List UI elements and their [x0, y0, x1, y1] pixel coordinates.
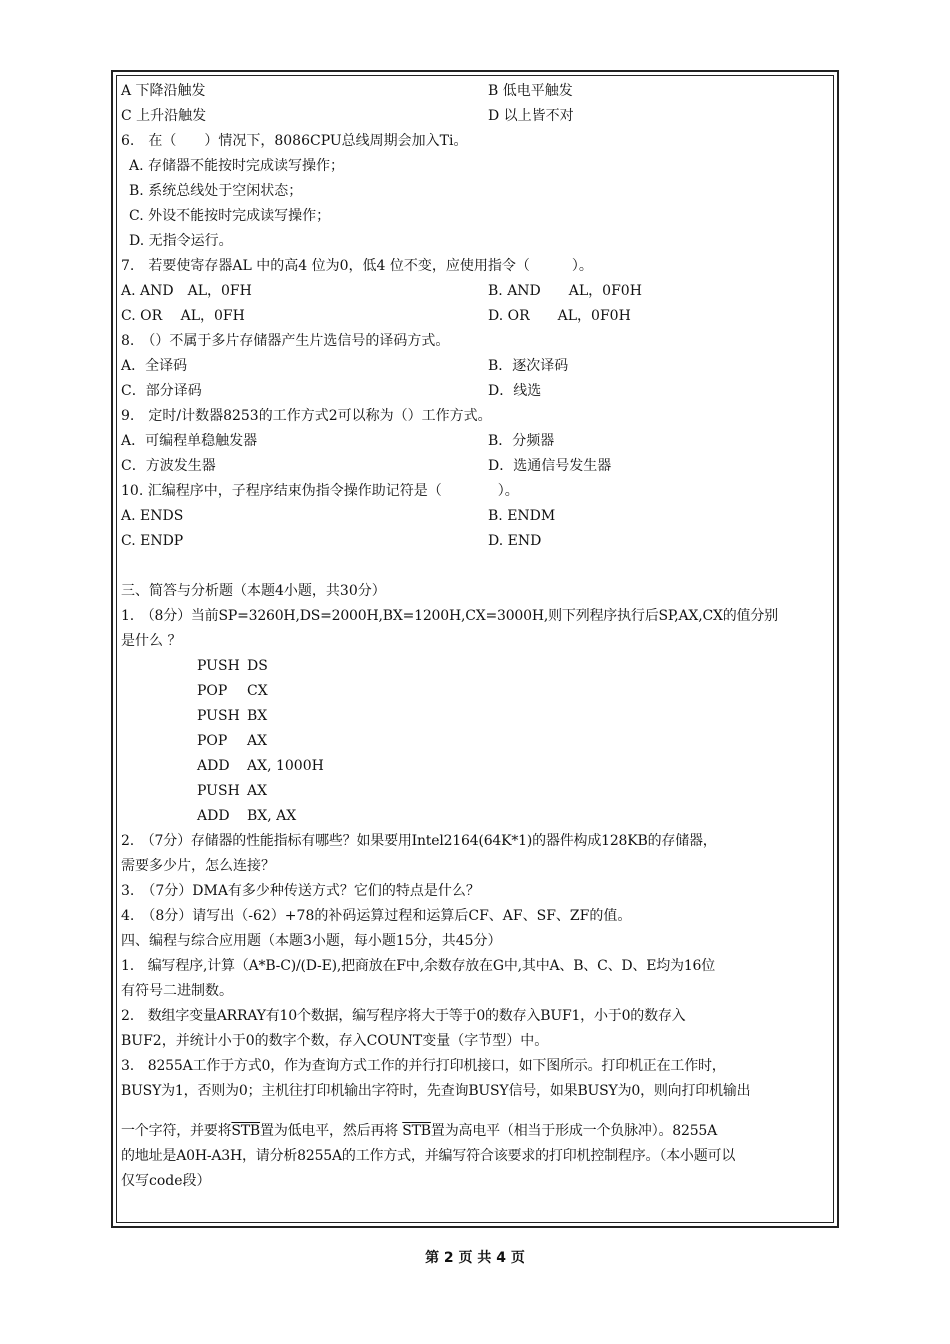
s4-q3-line5: 仅写code段） [121, 1173, 211, 1189]
stb-signal-2: $\overline{STB}$ [402, 1123, 431, 1139]
q10-options-row2 [121, 529, 831, 554]
q5-option-d: D 以上皆不对 [488, 108, 574, 124]
code-op: PUSH [197, 658, 240, 674]
s4-q3-line3 [121, 1104, 831, 1144]
s3-q1-line1: 1. （8分）当前SP=3260H,DS=2000H,BX=1200H,CX=3000H,则下列程序执行后SP,AX,CX的值分别 [121, 608, 778, 624]
s4-q3-line1: 3. 8255A工作于方式0，作为查询方式工作的并行打印机接口，如下图所示。打印机正在工作时， [121, 1058, 726, 1074]
q5-option-b: B 低电平触发 [488, 83, 573, 99]
code-arg: AX, 1000H [247, 758, 324, 774]
q7-options-row2 [121, 304, 831, 329]
code-line [121, 804, 831, 829]
code-op: PUSH [197, 783, 240, 799]
s3-q1-line2: 是什么 ？ [121, 633, 182, 649]
code-op: POP [197, 733, 228, 749]
q10-option-b: B. ENDM [488, 508, 556, 524]
q8-option-a: A．全译码 [121, 358, 188, 374]
q9-options-row1 [121, 429, 831, 454]
q6-option-a: A. 存储器不能按时完成读写操作； [129, 158, 345, 174]
q8-options-row2 [121, 379, 831, 404]
s4-q1-line1: 1. 编写程序,计算（A*B-C)/(D-E),把商放在F中,余数存放在G中,其中A、B、C、D、E均为16位 [121, 958, 716, 974]
code-op: PUSH [197, 708, 240, 724]
code-arg: CX [247, 683, 268, 699]
q10-option-c: C. ENDP [121, 533, 184, 549]
q7-option-a: A. AND AL，0FH [121, 283, 252, 299]
s4-q3-line2: BUSY为1，否则为0；主机往打印机输出字符时，先查询BUSY信号，如果BUSY为0，则向打印机输出 [121, 1083, 751, 1099]
q8-option-d: D．线选 [488, 383, 542, 399]
q7-options-row1 [121, 279, 831, 304]
s4-q3-line3-part-a: 一个字符，并要将 [121, 1123, 232, 1139]
q9-option-a: A．可编程单稳触发器 [121, 433, 258, 449]
s4-q2-line1: 2. 数组字变量ARRAY有10个数据，编写程序将大于等于0的数存入BUF1，小于0的数存入 [121, 1008, 686, 1024]
q9-option-b: B．分频器 [488, 433, 555, 449]
code-arg: BX, AX [247, 808, 297, 824]
q5-option-c: C 上升沿触发 [121, 108, 207, 124]
code-line [121, 754, 831, 779]
code-op: POP [197, 683, 228, 699]
code-line [121, 679, 831, 704]
code-arg: AX [247, 783, 268, 799]
code-op: ADD [197, 758, 230, 774]
q6-option-b: B. 系统总线处于空闲状态； [129, 183, 303, 199]
s3-q3: 3. （7分）DMA有多少种传送方式？它们的特点是什么？ [121, 883, 480, 899]
exam-content [121, 79, 831, 1194]
code-line [121, 654, 831, 679]
q6-option-c: C. 外设不能按时完成读写操作； [129, 208, 331, 224]
q5-option-a: A 下降沿触发 [121, 83, 206, 99]
q8-stem: 8. （）不属于多片存储器产生片选信号的译码方式。 [121, 333, 450, 349]
q10-stem: 10. 汇编程序中，子程序结束伪指令操作助记符是（ ）。 [121, 483, 519, 499]
s4-q1-line2: 有符号二进制数。 [121, 983, 233, 999]
q9-option-d: D．选通信号发生器 [488, 458, 612, 474]
code-line [121, 729, 831, 754]
section4-title: 四、编程与综合应用题（本题3小题，每小题15分，共45分） [121, 933, 502, 949]
q9-options-row2 [121, 454, 831, 479]
s3-q2-line1: 2. （7分）存储器的性能指标有哪些？如果要用Intel2164(64K*1)的器件构成128KB的存储器， [121, 833, 717, 849]
q8-options-row1 [121, 354, 831, 379]
s4-q3-line4: 的地址是A0H-A3H，请分析8255A的工作方式，并编写符合该要求的打印机控制程序。（本小题可以 [121, 1148, 736, 1164]
q7-option-b: B. AND AL，0F0H [488, 283, 642, 299]
code-arg: DS [247, 658, 268, 674]
spacer [121, 554, 831, 579]
s4-q3-line3-part-c: 置为高电平（相当于形成一个负脉冲）。8255A [430, 1123, 718, 1139]
q9-stem: 9. 定时/计数器8253的工作方式2可以称为（）工作方式。 [121, 408, 492, 424]
stb-signal-1: $\overline{STB}$ [231, 1123, 261, 1139]
q8-option-b: B．逐次译码 [488, 358, 569, 374]
q8-option-c: C．部分译码 [121, 383, 202, 399]
s3-q4: 4. （8分）请写出（-62）+78的补码运算过程和运算后CF、AF、SF、ZF的值。 [121, 908, 632, 924]
q10-option-d: D. END [488, 533, 542, 549]
q6-option-d: D. 无指令运行。 [129, 233, 233, 249]
s3-q2-line2: 需要多少片，怎么连接？ [121, 858, 275, 874]
code-arg: BX [247, 708, 268, 724]
s4-q3-line3-part-b: 置为低电平，然后再将 [260, 1123, 403, 1139]
q10-options-row1 [121, 504, 831, 529]
code-op: ADD [197, 808, 230, 824]
q5-options-row1 [121, 79, 831, 104]
code-arg: AX [247, 733, 268, 749]
code-line [121, 779, 831, 804]
s4-q2-line2: BUF2，并统计小于0的数字个数，存入COUNT变量（字节型）中。 [121, 1033, 549, 1049]
q7-option-c: C. OR AL，0FH [121, 308, 245, 324]
page-number-footer: 第 2 页 共 4 页 [425, 1250, 525, 1266]
q6-stem: 6. 在（ ）情况下，8086CPU总线周期会加入Ti。 [121, 133, 468, 149]
q9-option-c: C．方波发生器 [121, 458, 216, 474]
code-line [121, 704, 831, 729]
section3-title: 三、简答与分析题（本题4小题，共30分） [121, 583, 386, 599]
q7-option-d: D. OR AL，0F0H [488, 308, 631, 324]
q10-option-a: A. ENDS [121, 508, 184, 524]
q5-options-row2 [121, 104, 831, 129]
q7-stem: 7. 若要使寄存器AL 中的高4 位为0，低4 位不变，应使用指令（ ）。 [121, 258, 593, 274]
